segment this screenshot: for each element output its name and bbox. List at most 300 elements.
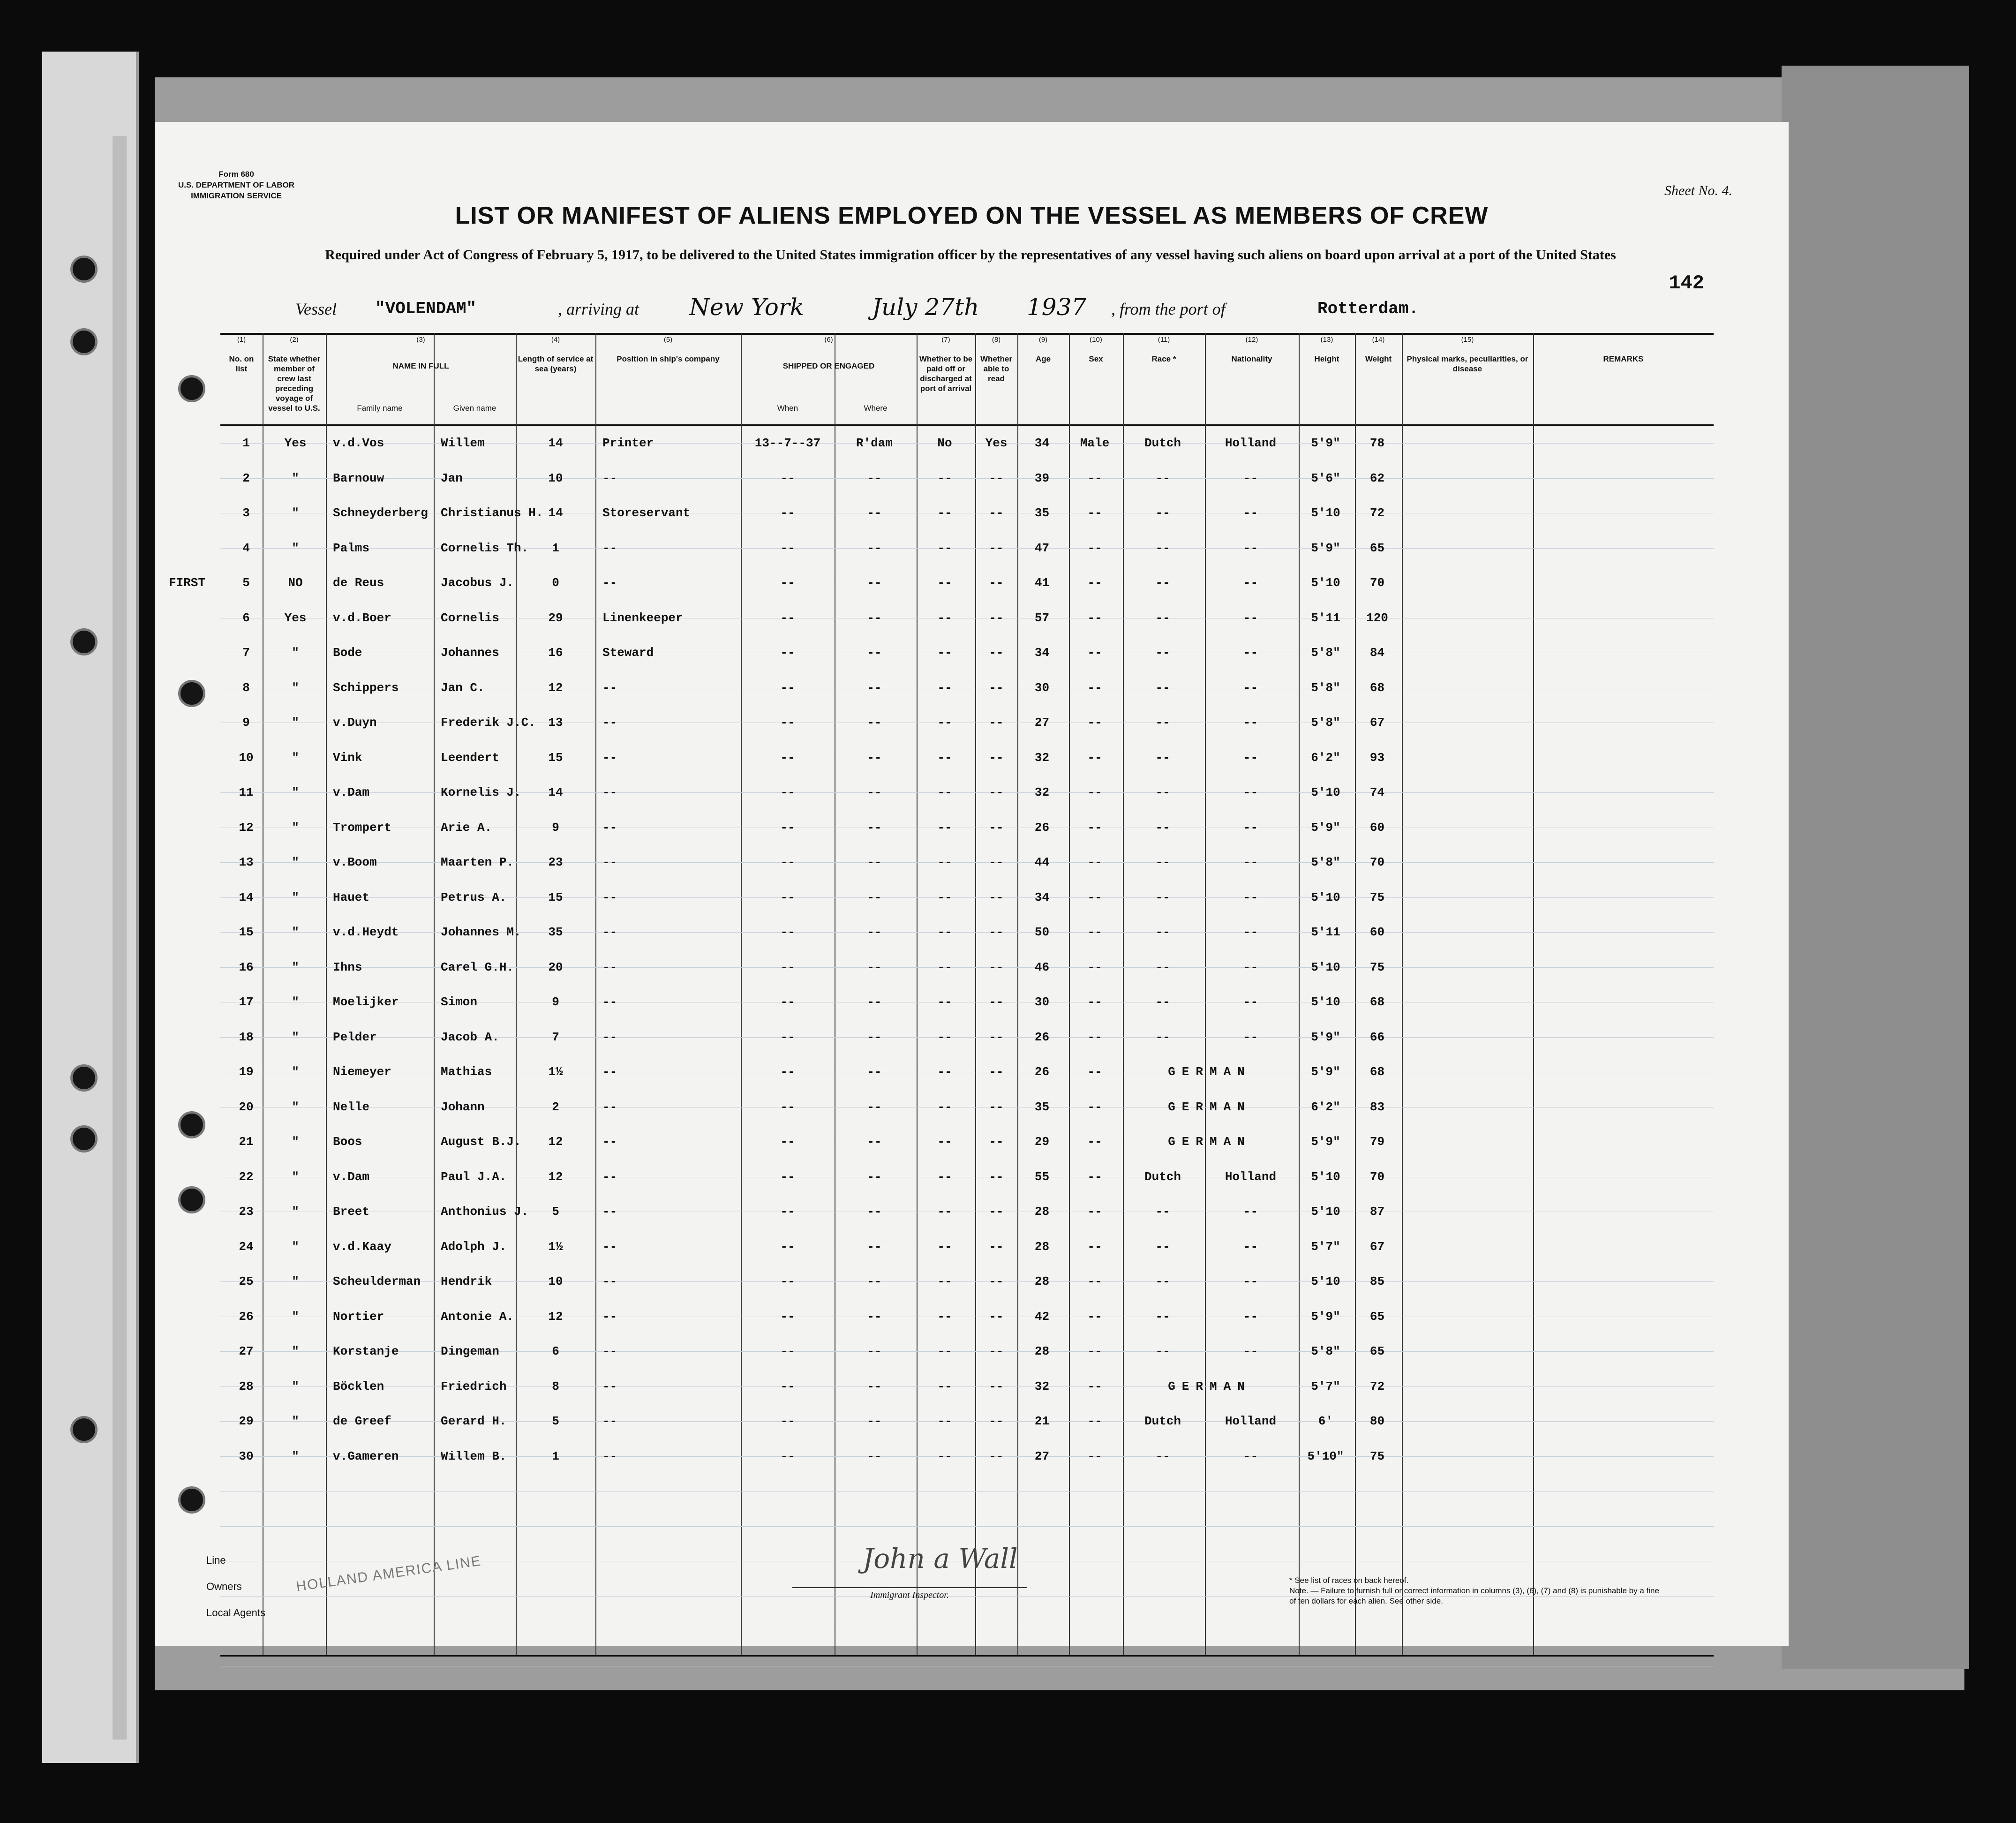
cell-height: 5'8" [1311,1344,1340,1358]
cell-when: -- [780,610,795,625]
cell-age: 32 [1034,1379,1050,1394]
cell-given: Dingeman [441,1344,499,1358]
binder-hole [178,680,205,707]
table-row [220,995,1714,1030]
cell-read: -- [989,995,1004,1009]
cell-position: Linenkeeper [602,610,683,625]
table-row [220,646,1714,680]
cell-age: 34 [1034,646,1050,660]
cell-race: -- [1155,716,1170,730]
cell-sex: -- [1087,1449,1102,1463]
cell-age: 26 [1034,820,1050,835]
column-number: (1) [237,336,246,344]
cell-sex: -- [1087,995,1102,1009]
cell-sex: -- [1087,750,1102,765]
cell-race: -- [1155,785,1170,799]
cell-no: 29 [239,1414,254,1428]
cell-nationality: -- [1243,1205,1258,1219]
cell-nationality: -- [1243,610,1258,625]
cell-sex: -- [1087,1205,1102,1219]
cell-service: 1½ [548,1065,563,1079]
cell-given: Gerard H. [441,1414,507,1428]
cell-race: -- [1155,1274,1170,1288]
cell-race: -- [1155,855,1170,869]
cell-family: v.Dam [333,1169,370,1184]
cell-service: 16 [548,646,563,660]
cell-weight: 120 [1366,610,1388,625]
cell-height: 5'6" [1311,471,1340,485]
cell-family: v.Boom [333,855,377,869]
cell-paid: -- [937,1309,952,1324]
table-row [220,681,1714,716]
arrival-date: July 27th [872,294,979,321]
cell-family: de Reus [333,576,384,590]
cell-paid: -- [937,1414,952,1428]
cell-race: -- [1155,1239,1170,1254]
cell-race: -- [1155,1344,1170,1358]
cell-prev: " [292,890,299,904]
cell-service: 13 [548,716,563,730]
cell-service: 12 [548,1309,563,1324]
cell-weight: 60 [1369,820,1385,835]
cell-age: 50 [1034,925,1050,939]
cell-position: -- [602,925,617,939]
cell-sex: -- [1087,541,1102,555]
cell-service: 12 [548,1169,563,1184]
cell-prev: " [292,680,299,695]
cell-position: -- [602,1344,617,1358]
cell-height: 5'10 [1311,960,1340,974]
cell-read: -- [989,960,1004,974]
cell-service: 14 [548,785,563,799]
cell-weight: 93 [1369,750,1385,765]
cell-paid: -- [937,506,952,520]
column-number: (4) [551,336,560,344]
cell-position: -- [602,1030,617,1044]
cell-height: 5'11 [1311,610,1340,625]
cell-weight: 74 [1369,785,1385,799]
cell-sex: -- [1087,1169,1102,1184]
cell-family: Schippers [333,680,399,695]
cell-when: -- [780,646,795,660]
column-number: (13) [1320,336,1333,344]
cell-given: Christianus H. [441,506,543,520]
cell-when: -- [780,716,795,730]
cell-position: -- [602,1135,617,1149]
cell-given: Adolph J. [441,1239,507,1254]
cell-position: -- [602,960,617,974]
page-number: 142 [1669,272,1704,294]
cell-age: 30 [1034,680,1050,695]
table-top-rule [220,333,1714,335]
cell-family: v.Gameren [333,1449,399,1463]
cell-no: 20 [239,1100,254,1114]
cell-read: -- [989,1414,1004,1428]
cell-position: -- [602,1100,617,1114]
cell-paid: -- [937,925,952,939]
cell-family: v.d.Vos [333,436,384,450]
cell-paid: -- [937,1030,952,1044]
service: IMMIGRATION SERVICE [191,191,282,200]
cell-when: -- [780,506,795,520]
binder-hole [178,1111,205,1138]
cell-position: Printer [602,436,654,450]
cell-given: Jacobus J. [441,576,514,590]
cell-position: -- [602,1309,617,1324]
cell-age: 28 [1034,1274,1050,1288]
footnote-penalty: Note. — Failure to furnish full or correct information in columns (3), (6), (7) and (8) is punishable by a fine of ten dollars for each alien. See other side. [1289,1586,1659,1605]
column-number: (15) [1461,336,1474,344]
cell-age: 21 [1034,1414,1050,1428]
cell-read: -- [989,1239,1004,1254]
cell-age: 44 [1034,855,1050,869]
cell-position: -- [602,716,617,730]
cell-sex: -- [1087,785,1102,799]
cell-age: 29 [1034,1135,1050,1149]
cell-position: -- [602,890,617,904]
binder-hole [70,628,98,655]
cell-read: -- [989,1205,1004,1219]
cell-no: 5 [242,576,250,590]
column-number: (10) [1090,336,1102,344]
cell-read: -- [989,471,1004,485]
cell-height: 5'10 [1311,1205,1340,1219]
cell-given: Johannes M. [441,925,521,939]
cell-no: 27 [239,1344,254,1358]
cell-weight: 66 [1369,1030,1385,1044]
cell-nationality: -- [1243,471,1258,485]
column-number: (5) [663,336,673,344]
cell-when: -- [780,1414,795,1428]
cell-sex: -- [1087,680,1102,695]
cell-paid: -- [937,750,952,765]
table-row [220,1065,1714,1100]
cell-sex: -- [1087,855,1102,869]
page-title: LIST OR MANIFEST OF ALIENS EMPLOYED ON THE VESSEL AS MEMBERS OF CREW [455,202,1489,229]
cell-prev: " [292,1205,299,1219]
cell-where: -- [867,1239,882,1254]
cell-weight: 75 [1369,1449,1385,1463]
cell-given: Arie A. [441,820,492,835]
cell-weight: 68 [1369,1065,1385,1079]
cell-where: -- [867,1135,882,1149]
cell-service: 6 [552,1344,559,1358]
cell-service: 20 [548,960,563,974]
cell-when: -- [780,820,795,835]
cell-nationality: -- [1243,716,1258,730]
cell-family: Breet [333,1205,370,1219]
cell-no: 23 [239,1205,254,1219]
cell-age: 41 [1034,576,1050,590]
cell-age: 42 [1034,1309,1050,1324]
cell-read: -- [989,1065,1004,1079]
cell-race: -- [1155,925,1170,939]
cell-read: -- [989,1135,1004,1149]
cell-weight: 68 [1369,995,1385,1009]
cell-height: 5'8" [1311,680,1340,695]
cell-prev: " [292,1065,299,1079]
cell-when: -- [780,995,795,1009]
cell-weight: 70 [1369,855,1385,869]
cell-sex: -- [1087,576,1102,590]
cell-when: -- [780,1135,795,1149]
cell-where: -- [867,785,882,799]
inspector-label: Immigrant Inspector. [792,1587,1027,1601]
cell-paid: -- [937,1065,952,1079]
cell-family: Scheulderman [333,1274,421,1288]
agents-label: Local Agents [206,1607,265,1619]
cell-paid: -- [937,576,952,590]
cell-age: 32 [1034,750,1050,765]
cell-read: -- [989,925,1004,939]
cell-sex: -- [1087,506,1102,520]
cell-age: 27 [1034,1449,1050,1463]
column-header: No. on list [229,354,254,373]
cell-read: -- [989,1169,1004,1184]
binder-hole [70,1125,98,1153]
column-header: Whether to be paid off or discharged at port of arrival [919,354,973,393]
cell-read: -- [989,1449,1004,1463]
cell-position: -- [602,680,617,695]
cell-prev: " [292,1274,299,1288]
cell-prev: " [292,1100,299,1114]
cell-service: 35 [548,925,563,939]
column-header: Nationality [1231,354,1272,363]
cell-service: 12 [548,1135,563,1149]
cell-nationality: -- [1243,506,1258,520]
cell-height: 6'2" [1311,750,1340,765]
column-header: REMARKS [1603,354,1644,363]
cell-age: 28 [1034,1205,1050,1219]
cell-when: -- [780,1449,795,1463]
cell-family: Boos [333,1135,362,1149]
cell-sex: -- [1087,1309,1102,1324]
cell-where: -- [867,646,882,660]
cell-race: -- [1155,960,1170,974]
cell-weight: 72 [1369,1379,1385,1394]
cell-position: -- [602,1414,617,1428]
cell-family: Palms [333,541,370,555]
cell-where: -- [867,1379,882,1394]
cell-prev: " [292,541,299,555]
cell-age: 47 [1034,541,1050,555]
cell-when: -- [780,471,795,485]
cell-nationality: -- [1243,1449,1258,1463]
inspector-signature: John a Wall [863,1543,1018,1574]
column-subheader-when: When [777,404,798,413]
table-row [220,1100,1714,1135]
binder-strip [42,52,139,1763]
cell-when: -- [780,576,795,590]
cell-service: 0 [552,576,559,590]
table-row [220,576,1714,610]
cell-no: 13 [239,855,254,869]
cell-family: v.Duyn [333,716,377,730]
cell-prev: " [292,1135,299,1149]
cell-where: -- [867,925,882,939]
cell-family: Vink [333,750,362,765]
cell-service: 7 [552,1030,559,1044]
cell-no: 8 [242,680,250,695]
column-header: Length of service at sea (years) [518,354,594,373]
cell-height: 5'10 [1311,890,1340,904]
cell-where: -- [867,1344,882,1358]
cell-race: -- [1155,1449,1170,1463]
column-header: Height [1314,354,1339,363]
cell-read: -- [989,890,1004,904]
cell-family: v.d.Kaay [333,1239,391,1254]
cell-nationality: -- [1243,1030,1258,1044]
cell-prev: " [292,506,299,520]
cell-where: -- [867,1030,882,1044]
cell-read: -- [989,610,1004,625]
column-number: (12) [1245,336,1258,344]
cell-no: 25 [239,1274,254,1288]
binder-hole [70,1416,98,1443]
vessel-name: "VOLENDAM" [375,299,477,318]
cell-family: Nortier [333,1309,384,1324]
cell-no: 3 [242,506,250,520]
cell-weight: 72 [1369,506,1385,520]
cell-given: Antonie A. [441,1309,514,1324]
cell-where: -- [867,855,882,869]
cell-race: -- [1155,1030,1170,1044]
cell-paid: -- [937,785,952,799]
column-header: Whether able to read [980,354,1012,383]
cell-age: 34 [1034,890,1050,904]
cell-paid: -- [937,646,952,660]
cell-where: -- [867,1274,882,1288]
form-reference [178,169,294,201]
cell-height: 5'10 [1311,506,1340,520]
cell-prev: " [292,820,299,835]
cell-weight: 70 [1369,1169,1385,1184]
cell-age: 34 [1034,436,1050,450]
cell-race: -- [1155,576,1170,590]
crew-table [169,333,1714,1655]
cell-no: 28 [239,1379,254,1394]
cell-given: Cornelis [441,610,499,625]
cell-age: 28 [1034,1239,1050,1254]
page-subtitle: Required under Act of Congress of February 5, 1917, to be delivered to the United States immigration officer by the representatives of any vessel having such aliens on board upon arrival at a port of the United States [325,247,1616,263]
cell-where: -- [867,960,882,974]
cell-service: 5 [552,1414,559,1428]
cell-given: Johannes [441,646,499,660]
cell-height: 5'10" [1307,1449,1344,1463]
cell-given: August B.J. [441,1135,521,1149]
binder-hole [70,328,98,355]
binder-hole [70,1064,98,1092]
cell-sex: -- [1087,1065,1102,1079]
cell-given: Jan [441,471,463,485]
cell-nationality: -- [1243,960,1258,974]
cell-nationality: -- [1243,925,1258,939]
cell-given: Simon [441,995,478,1009]
departure-port: Rotterdam. [1317,299,1419,318]
cell-paid: -- [937,1100,952,1114]
table-row [220,471,1714,506]
cell-read: -- [989,1100,1004,1114]
cell-read: Yes [985,436,1008,450]
cell-no: 1 [242,436,250,450]
cell-given: Johann [441,1100,485,1114]
cell-position: -- [602,1449,617,1463]
cell-read: -- [989,541,1004,555]
table-row [220,1449,1714,1484]
cell-where: -- [867,610,882,625]
cell-race: Dutch [1144,1169,1181,1184]
cell-race: -- [1155,506,1170,520]
cell-nationality: -- [1243,541,1258,555]
cell-family: Trompert [333,820,391,835]
cell-age: 39 [1034,471,1050,485]
cell-read: -- [989,1379,1004,1394]
table-row [220,1310,1714,1344]
cell-sex: -- [1087,960,1102,974]
cell-prev: " [292,1449,299,1463]
cell-position: -- [602,471,617,485]
cell-when: -- [780,890,795,904]
table-row [220,1205,1714,1239]
cell-where: -- [867,1309,882,1324]
cell-where: -- [867,890,882,904]
column-header: Race * [1151,354,1176,363]
cell-service: 23 [548,855,563,869]
cell-weight: 70 [1369,576,1385,590]
cell-height: 5'9" [1311,436,1340,450]
table-bottom-rule [220,1655,1714,1657]
cell-prev: " [292,1169,299,1184]
cell-read: -- [989,820,1004,835]
cell-nationality: -- [1243,820,1258,835]
cell-race: -- [1155,680,1170,695]
cell-nationality: -- [1243,785,1258,799]
cell-paid: -- [937,855,952,869]
cell-no: 6 [242,610,250,625]
cell-position: -- [602,820,617,835]
cell-given: Petrus A. [441,890,507,904]
cell-when: -- [780,750,795,765]
table-row [220,716,1714,750]
cell-service: 15 [548,890,563,904]
cell-prev: " [292,716,299,730]
cell-prev: " [292,1030,299,1044]
cell-prev: " [292,1379,299,1394]
cell-when: -- [780,855,795,869]
cell-no: 10 [239,750,254,765]
cell-service: 1 [552,541,559,555]
cell-family: Schneyderberg [333,506,428,520]
column-number: (14) [1372,336,1385,344]
cell-sex: -- [1087,1274,1102,1288]
cell-when: -- [780,785,795,799]
cell-where: -- [867,1449,882,1463]
table-row [220,890,1714,925]
cell-prev: " [292,1239,299,1254]
cell-paid: -- [937,610,952,625]
cell-paid: -- [937,1449,952,1463]
cell-height: 5'9" [1311,1065,1340,1079]
back-page-edge [1782,66,1969,1669]
cell-race: -- [1155,471,1170,485]
cell-service: 1 [552,1449,559,1463]
arriving-label: , arriving at [558,300,639,318]
cell-age: 30 [1034,995,1050,1009]
cell-when: -- [780,960,795,974]
cell-read: -- [989,506,1004,520]
column-number: (6) [824,336,833,344]
table-row [220,1274,1714,1309]
